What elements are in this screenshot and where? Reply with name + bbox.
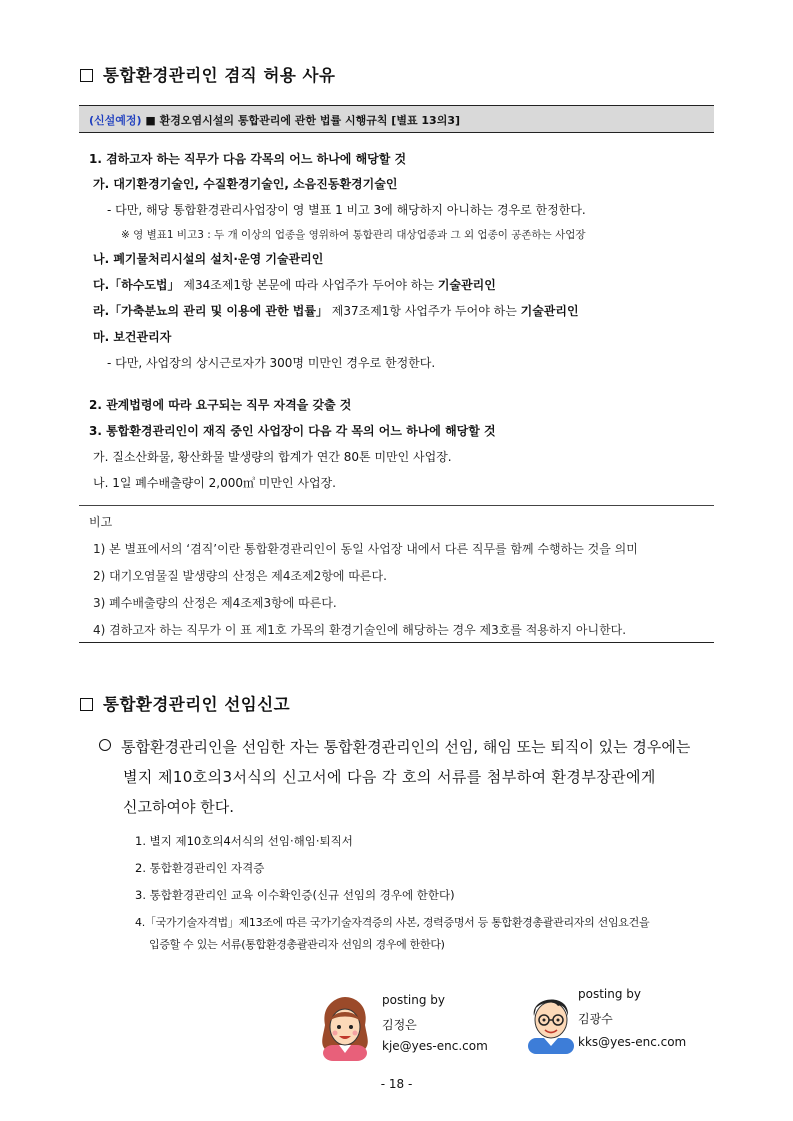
section1-title: 통합환경관리인 겸직 허용 사유 — [80, 62, 335, 86]
remark-1: 1) 본 별표에서의 ‘겸직’이란 통합환경관리인이 동일 사업장 내에서 다른 직무를 함께 수행하는 것을 의미 — [93, 542, 638, 556]
remark-4: 4) 겸하고자 하는 직무가 이 표 제1호 가목의 환경기술인에 해당하는 경우 제3호를 적용하지 아니한다. — [93, 623, 627, 637]
remark-3: 3) 폐수배출량의 산정은 제4조제3항에 따른다. — [93, 596, 337, 610]
man-avatar-icon — [522, 990, 580, 1054]
attachment-2: 2. 통합환경관리인 자격증 — [135, 861, 265, 875]
item-1-ga-note: - 다만, 해당 통합환경관리사업장이 영 별표 1 비고 3에 해당하지 아니하는 경우로 한정한다. — [107, 203, 586, 217]
section2-body-line3: 신고하여야 한다. — [123, 798, 234, 816]
remark-2: 2) 대기오염물질 발생량의 산정은 제4조제2항에 따른다. — [93, 569, 387, 583]
item-3-ga: 가. 질소산화물, 황산화물 발생량의 합계가 연간 80톤 미만인 사업장. — [93, 450, 452, 464]
law-header-bar — [79, 105, 714, 133]
section2-title: 통합환경관리인 선임신고 — [80, 691, 290, 715]
attachment-4-line2: 입증할 수 있는 서류(통합환경총괄관리자 선임의 경우에 한한다) — [149, 938, 445, 951]
law-text: ■ 환경오염시설의 통합관리에 관한 법률 시행규칙 [별표 13의3] — [145, 114, 461, 127]
poster2-label: posting by — [578, 987, 642, 1001]
item-1-ra: 라.「가축분뇨의 관리 및 이용에 관한 법률」 제37조제1항 사업주가 두어야 하는 기술관리인 — [93, 304, 579, 318]
poster2-name: 김광수 — [578, 1012, 613, 1026]
attachment-1: 1. 별지 제10호의4서식의 선임·해임·퇴직서 — [135, 834, 353, 848]
poster1-name: 김정은 — [382, 1018, 417, 1032]
item-1-ga-sub: ※ 영 별표1 비고3 : 두 개 이상의 업종을 영위하여 통합관리 대상업종과 그 외 업종이 공존하는 사업장 — [121, 229, 586, 241]
poster2-email[interactable]: kks@yes-enc.com — [578, 1035, 687, 1049]
page-number: - 18 - — [380, 1077, 413, 1091]
law-tag: (신설예정) — [89, 114, 142, 127]
attachment-3: 3. 통합환경관리인 교육 이수확인증(신규 선임의 경우에 한한다) — [135, 888, 455, 902]
attachment-4-line1: 4.「국가기술자격법」제13조에 따른 국가기술자격증의 사본, 경력증명서 등 통합환경총괄관리자의 선임요건을 — [135, 916, 650, 929]
item-1-na: 나. 폐기물처리시설의 설치·운영 기술관리인 — [93, 252, 324, 266]
item-1-ma: 마. 보건관리자 — [93, 330, 172, 344]
item-2: 2. 관계법령에 따라 요구되는 직무 자격을 갖출 것 — [89, 398, 352, 412]
remarks-heading: 비고 — [89, 515, 113, 529]
item-1-ga: 가. 대기환경기술인, 수질환경기술인, 소음진동환경기술인 — [93, 177, 398, 191]
table-bottom-border — [79, 642, 714, 643]
item-1-da: 다.「하수도법」 제34조제1항 본문에 따라 사업주가 두어야 하는 기술관리인 — [93, 278, 496, 292]
poster1-email[interactable]: kje@yes-enc.com — [382, 1039, 488, 1053]
item-3-na: 나. 1일 폐수배출량이 2,000㎥ 미만인 사업장. — [93, 476, 336, 490]
checkbox-square-icon — [80, 698, 93, 711]
circle-bullet-icon — [99, 739, 111, 751]
section2-body-line2: 별지 제10호의3서식의 신고서에 다음 각 호의 서류를 첨부하여 환경부장관에게 — [123, 768, 656, 786]
woman-avatar-icon — [315, 995, 375, 1061]
checkbox-square-icon — [80, 69, 93, 82]
item-3: 3. 통합환경관리인이 재직 중인 사업장이 다음 각 목의 어느 하나에 해당할 것 — [89, 424, 496, 438]
section2-body-line1: 통합환경관리인을 선임한 자는 통합환경관리인의 선임, 해임 또는 퇴직이 있는 경우에는 — [99, 732, 690, 762]
item-1-ma-note: - 다만, 사업장의 상시근로자가 300명 미만인 경우로 한정한다. — [107, 356, 436, 370]
item-1: 1. 겸하고자 하는 직무가 다음 각목의 어느 하나에 해당할 것 — [89, 152, 407, 166]
remarks-divider — [79, 505, 714, 506]
poster1-label: posting by — [382, 993, 446, 1007]
